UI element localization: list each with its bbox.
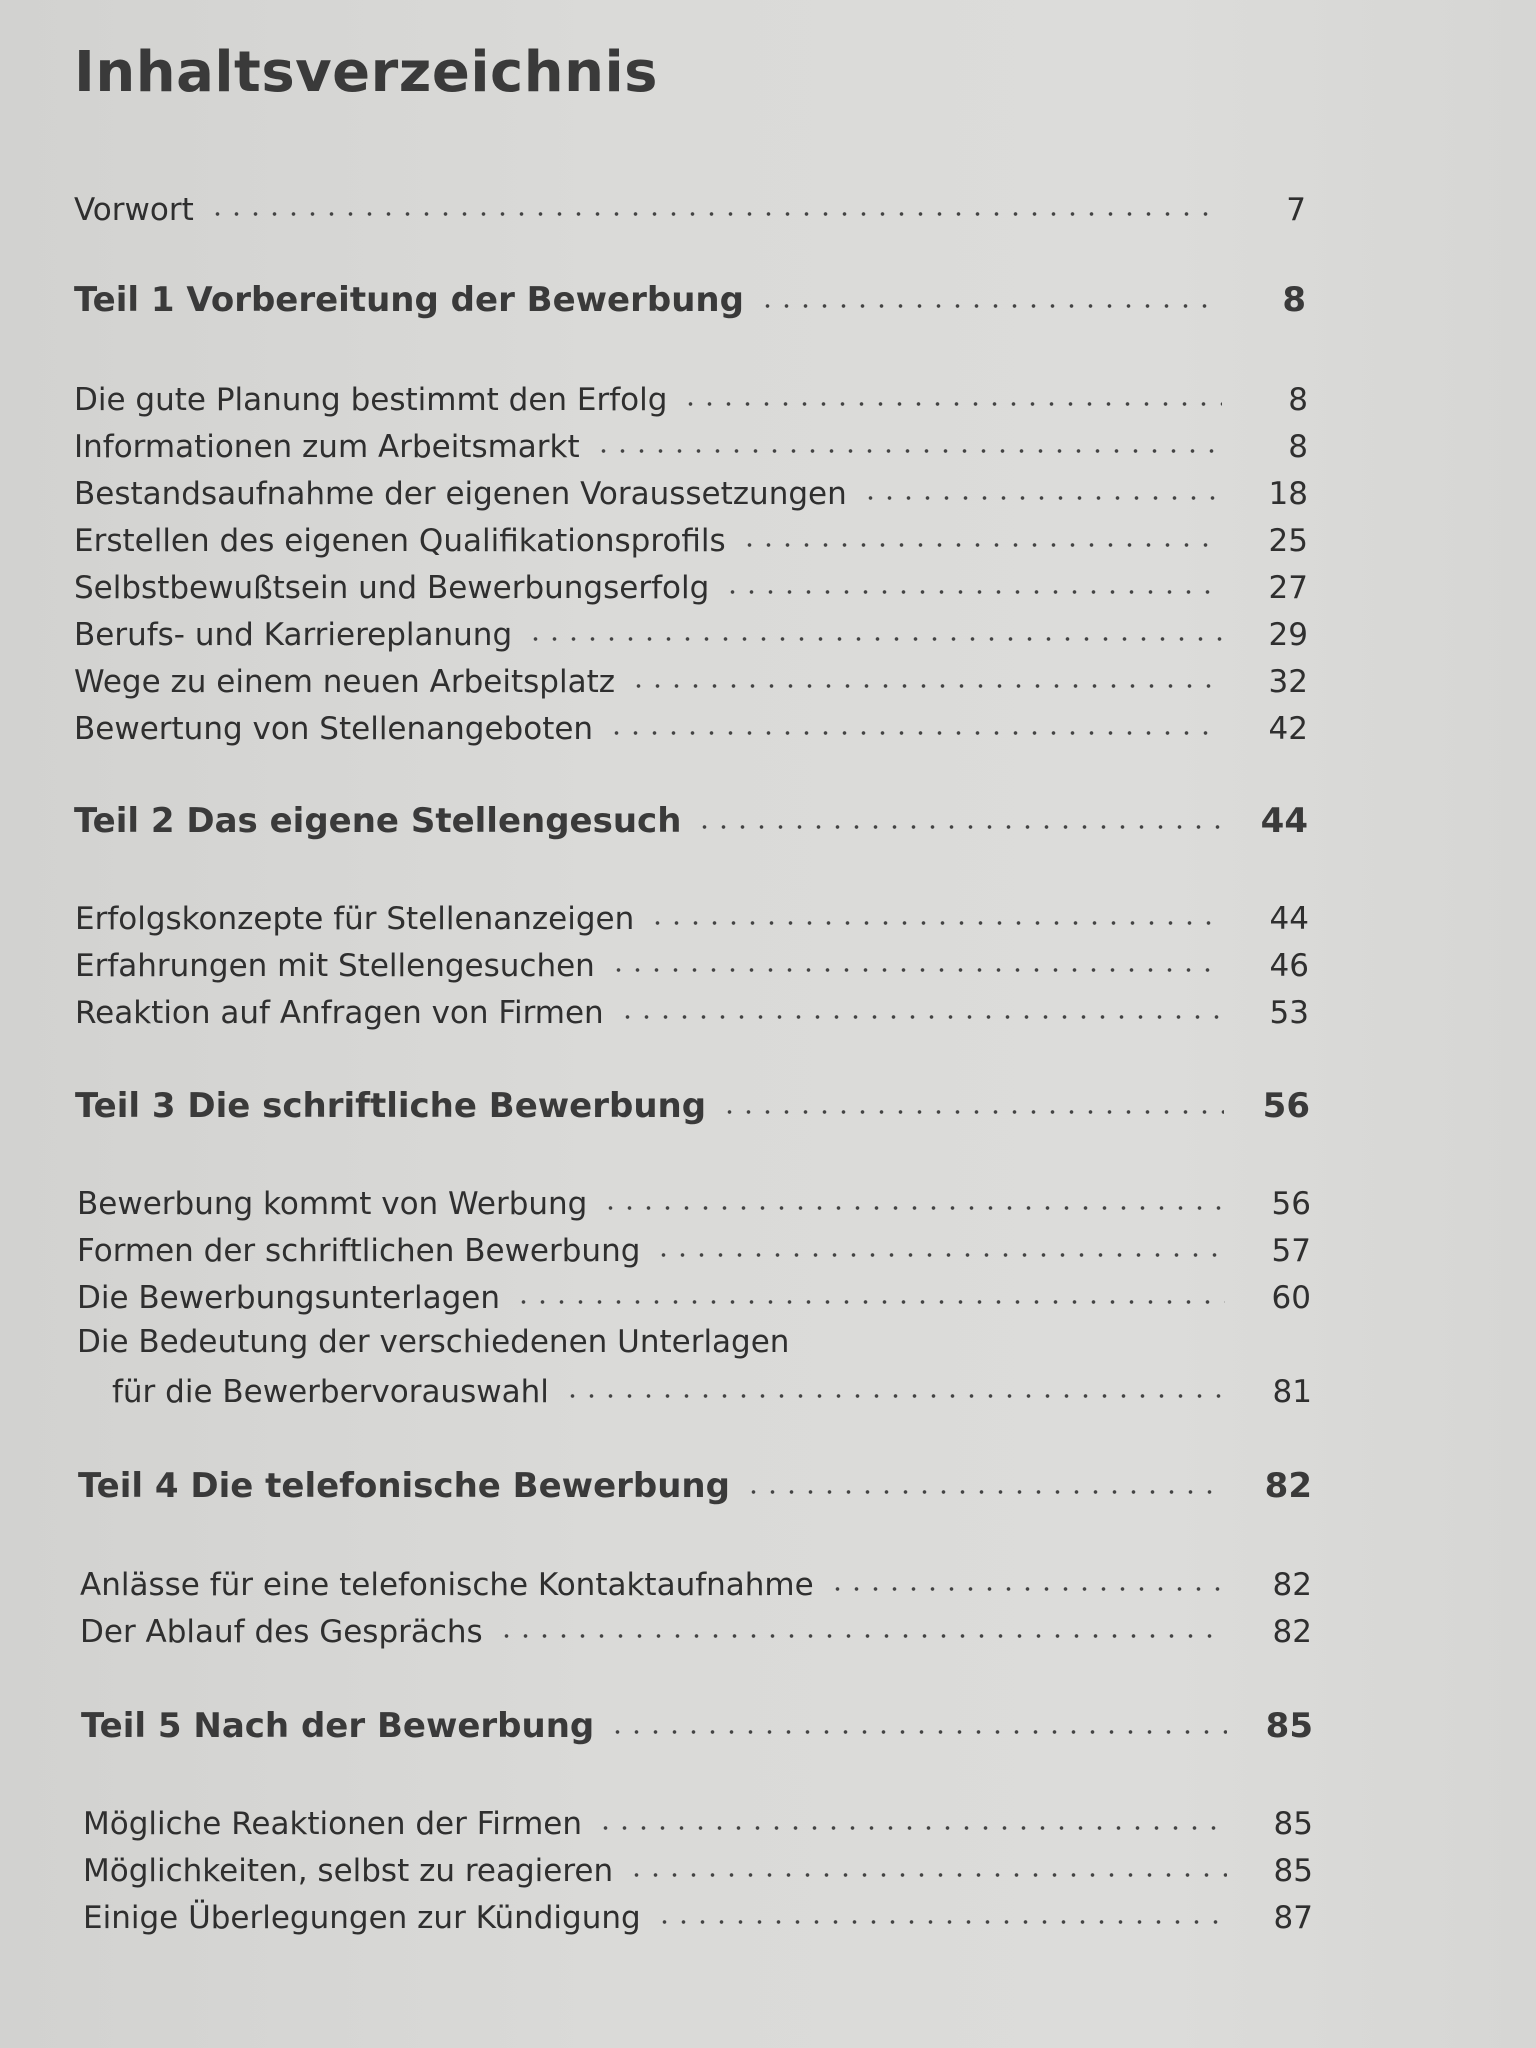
toc-entry-label: Formen der schriftlichen Bewerbung bbox=[77, 1233, 641, 1269]
toc-entry-page: 32 bbox=[1268, 664, 1308, 700]
toc-entry bbox=[83, 1841, 1313, 1889]
toc-section-page: 8 bbox=[1282, 280, 1306, 320]
dot-leader bbox=[208, 210, 1220, 218]
toc-section-teil-5 bbox=[81, 1698, 1313, 1746]
toc-entry bbox=[75, 889, 1309, 937]
toc-entry bbox=[75, 983, 1309, 1031]
dot-leader bbox=[618, 1013, 1223, 1021]
dot-leader bbox=[627, 1871, 1227, 1879]
dot-leader bbox=[861, 494, 1222, 502]
toc-entry-label: Bestandsaufnahme der eigenen Voraussetzungen bbox=[74, 476, 847, 512]
toc-entry-label: Die gute Planung bestimmt den Erfolg bbox=[74, 382, 668, 418]
dot-leader bbox=[654, 1251, 1225, 1259]
toc-entry bbox=[77, 1174, 1311, 1222]
toc-entry bbox=[83, 1888, 1313, 1936]
toc-entry-label: Erstellen des eigenen Qualifikationsprofils bbox=[74, 523, 726, 559]
toc-entry-label: Bewertung von Stellenangeboten bbox=[74, 711, 594, 747]
toc-section-label: Teil 2 Das eigene Stellengesuch bbox=[74, 801, 682, 841]
dot-leader bbox=[514, 1298, 1225, 1306]
dot-leader bbox=[629, 682, 1222, 690]
toc-entry-page: 42 bbox=[1268, 711, 1308, 747]
toc-entry-page: 82 bbox=[1272, 1614, 1312, 1650]
dot-leader bbox=[828, 1585, 1226, 1593]
toc-entry-page: 8 bbox=[1288, 429, 1308, 465]
dot-leader bbox=[526, 635, 1222, 643]
toc-entry bbox=[77, 1268, 1311, 1316]
toc-section-page: 44 bbox=[1260, 801, 1308, 841]
dot-leader bbox=[607, 729, 1222, 737]
toc-section-label: Teil 4 Die telefonische Bewerbung bbox=[78, 1466, 730, 1506]
toc-entry-label: Die Bedeutung der verschiedenen Unterlagen bbox=[77, 1324, 790, 1360]
toc-entry-label: Erfolgskonzepte für Stellenanzeigen bbox=[75, 901, 635, 937]
toc-entry bbox=[80, 1555, 1312, 1603]
toc-entry-label: Einige Überlegungen zur Kündigung bbox=[83, 1900, 641, 1936]
toc-entry bbox=[74, 417, 1308, 465]
toc-entry-first-line bbox=[77, 1312, 1311, 1360]
toc-entry-label: Berufs- und Karriereplanung bbox=[74, 617, 513, 653]
toc-entry bbox=[75, 936, 1309, 984]
dot-leader bbox=[596, 1824, 1227, 1832]
toc-entry bbox=[74, 511, 1308, 559]
toc-entry bbox=[74, 370, 1308, 418]
toc-entry-label: Vorwort bbox=[74, 192, 194, 228]
toc-section-teil-1 bbox=[74, 272, 1306, 320]
toc-entry-label: Erfahrungen mit Stellengesuchen bbox=[75, 948, 595, 984]
dot-leader bbox=[594, 447, 1222, 455]
toc-entry-label: Reaktion auf Anfragen von Firmen bbox=[75, 995, 604, 1031]
toc-entry-page: 53 bbox=[1269, 995, 1309, 1031]
dot-leader bbox=[608, 1728, 1227, 1736]
toc-section-page: 56 bbox=[1262, 1086, 1310, 1126]
toc-entry bbox=[74, 464, 1308, 512]
dot-leader bbox=[655, 1918, 1227, 1926]
toc-entry-label: Mögliche Reaktionen der Firmen bbox=[83, 1806, 583, 1842]
dot-leader bbox=[695, 823, 1222, 831]
toc-entry-label: Anlässe für eine telefonische Kontaktaufnahme bbox=[80, 1567, 814, 1603]
dot-leader bbox=[648, 919, 1223, 927]
toc-entry-page: 44 bbox=[1269, 901, 1309, 937]
toc-entry-page: 46 bbox=[1269, 948, 1309, 984]
toc-section-teil-4 bbox=[78, 1458, 1312, 1506]
toc-entry-page: 85 bbox=[1273, 1806, 1313, 1842]
toc-entry-page: 7 bbox=[1286, 192, 1306, 228]
dot-leader bbox=[563, 1392, 1226, 1400]
toc-entry-label: Der Ablauf des Gesprächs bbox=[80, 1614, 483, 1650]
toc-entry-label: Die Bewerbungsunterlagen bbox=[77, 1280, 500, 1316]
toc-entry-continuation bbox=[112, 1362, 1312, 1410]
toc-entry-label: für die Bewerbervorauswahl bbox=[112, 1374, 549, 1410]
dot-leader bbox=[609, 966, 1223, 974]
dot-leader bbox=[497, 1632, 1226, 1640]
toc-entry bbox=[77, 1221, 1311, 1269]
dot-leader bbox=[723, 588, 1222, 596]
toc-entry-page: 56 bbox=[1271, 1186, 1311, 1222]
toc-entry-page: 29 bbox=[1268, 617, 1308, 653]
dot-leader bbox=[744, 1488, 1226, 1496]
dot-leader bbox=[720, 1108, 1224, 1116]
toc-entry-label: Selbstbewußtsein und Bewerbungserfolg bbox=[74, 570, 710, 606]
toc-entry-page: 82 bbox=[1272, 1567, 1312, 1603]
toc-section-label: Teil 1 Vorbereitung der Bewerbung bbox=[74, 280, 744, 320]
toc-section-teil-2 bbox=[74, 793, 1308, 841]
toc-entry-page: 18 bbox=[1268, 476, 1308, 512]
toc-entry-label: Möglichkeiten, selbst zu reagieren bbox=[83, 1853, 614, 1889]
toc-section-teil-3 bbox=[75, 1078, 1310, 1126]
toc-entry-page: 81 bbox=[1272, 1374, 1312, 1410]
toc-entry-page: 25 bbox=[1268, 523, 1308, 559]
toc-entry-label: Informationen zum Arbeitsmarkt bbox=[74, 429, 580, 465]
page-title: Inhaltsverzeichnis bbox=[74, 40, 658, 105]
toc-entry-label: Bewerbung kommt von Werbung bbox=[77, 1186, 588, 1222]
toc-section-page: 82 bbox=[1264, 1466, 1312, 1506]
toc-section-page: 85 bbox=[1265, 1706, 1313, 1746]
toc-entry bbox=[74, 699, 1308, 747]
toc-entry-page: 27 bbox=[1268, 570, 1308, 606]
toc-entry-label: Wege zu einem neuen Arbeitsplatz bbox=[74, 664, 616, 700]
toc-entry-page: 8 bbox=[1288, 382, 1308, 418]
toc-entry bbox=[74, 605, 1308, 653]
toc-entry bbox=[74, 652, 1308, 700]
dot-leader bbox=[601, 1204, 1225, 1212]
toc-entry bbox=[80, 1602, 1312, 1650]
toc-section-label: Teil 5 Nach der Bewerbung bbox=[81, 1706, 595, 1746]
dot-leader bbox=[758, 302, 1220, 310]
toc-section-label: Teil 3 Die schriftliche Bewerbung bbox=[75, 1086, 707, 1126]
dot-leader bbox=[681, 400, 1222, 408]
toc-entry bbox=[83, 1794, 1313, 1842]
toc-entry-page: 87 bbox=[1273, 1900, 1313, 1936]
toc-entry-page: 57 bbox=[1271, 1233, 1311, 1269]
toc-entry-vorwort bbox=[74, 180, 1306, 228]
toc-entry bbox=[74, 558, 1308, 606]
toc-entry-page: 85 bbox=[1273, 1853, 1313, 1889]
dot-leader bbox=[740, 541, 1222, 549]
toc-entry-page: 60 bbox=[1271, 1280, 1311, 1316]
